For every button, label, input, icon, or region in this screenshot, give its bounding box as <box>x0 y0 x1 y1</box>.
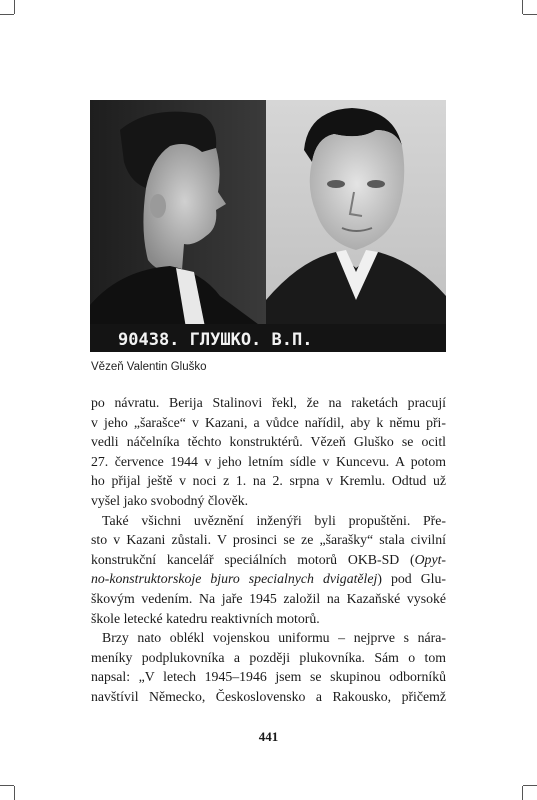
text-line: vyšel jako svobodný člověk. <box>91 492 249 508</box>
text-line: Také všichni uvěznění inženýři byli propuštěni. Pře- <box>102 512 446 528</box>
text-line: v jeho „šarašce“ v Kazani, a vůdce nařídil, aby k němu při- <box>91 414 446 430</box>
text-line: škole letecké katedru reaktivních motorů. <box>91 610 320 626</box>
crop-mark <box>522 0 523 14</box>
crop-mark <box>523 785 537 786</box>
crop-mark <box>0 785 14 786</box>
crop-mark <box>14 786 15 800</box>
text-line <box>91 569 446 589</box>
text-line: 27. července 1944 v jeho letním sídle v Kuncevu. A potom <box>91 453 446 469</box>
text-span: konstrukční kancelář speciálních motorů OKB-SD ( <box>91 551 415 567</box>
text-line: navštívil Německo, Československo a Rakousko, přičemž <box>91 688 446 704</box>
photo-caption: Vězeň Valentin Gluško <box>91 361 207 373</box>
crop-mark <box>522 786 523 800</box>
text-line <box>91 550 446 570</box>
text-line: Brzy nato oblékl vojenskou uniformu – nejprve s nára- <box>102 630 446 646</box>
text-span: ) pod Glu- <box>377 571 446 587</box>
body-text <box>91 393 446 707</box>
text-line: ho přijal ještě v noci z 1. na 2. srpna v Kremlu. Odtud už <box>91 473 446 489</box>
text-line: škovým vedením. Na jaře 1945 založil na Kazaňské vysoké <box>91 590 446 606</box>
mugshot-photo <box>90 100 446 352</box>
crop-mark <box>0 14 14 15</box>
text-line: po návratu. Berija Stalinovi řekl, že na raketách pracují <box>91 395 446 410</box>
text-line: meníky podplukovníka a později plukovníka. Sám o tom <box>91 649 446 665</box>
italic-term: no-konstruktorskoje bjuro specialnych dvigatělej <box>91 571 378 587</box>
italic-term: Opyt- <box>414 551 446 567</box>
text-line: sto v Kazani zůstali. V prosinci se ze „šarašky“ stala civilní <box>91 532 446 548</box>
crop-mark <box>523 14 537 15</box>
photo-inscription: 90438. ГЛУШКО. В.П. <box>118 330 313 350</box>
crop-mark <box>14 0 15 14</box>
text-line: napsal: „V letech 1945–1946 jsem se skupinou odborníků <box>91 669 446 685</box>
text-line: vedli náčelníka těchto konstruktérů. Vězeň Gluško se ocitl <box>91 434 446 450</box>
page-number: 441 <box>258 729 279 744</box>
